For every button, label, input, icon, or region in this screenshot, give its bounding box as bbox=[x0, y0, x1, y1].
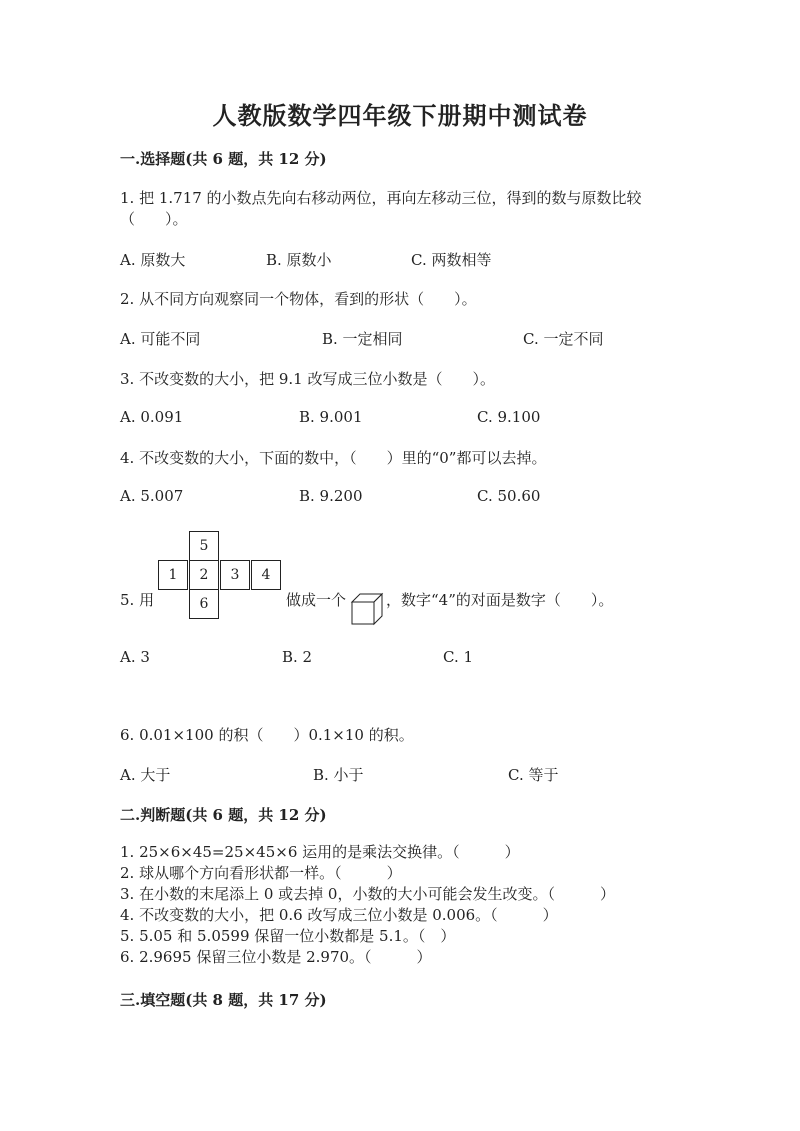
question-4-option-b: B. 9.200 bbox=[299, 487, 363, 505]
question-2-option-b: B. 一定相同 bbox=[322, 330, 403, 348]
section-heading-fill: 三.填空题(共 8 题，共 17 分) bbox=[120, 991, 327, 1009]
cube-icon bbox=[350, 592, 384, 626]
question-2-option-a: A. 可能不同 bbox=[120, 330, 201, 348]
net-cell-top: 5 bbox=[189, 531, 219, 561]
net-cell-bottom: 6 bbox=[189, 589, 219, 619]
question-3-option-c: C. 9.100 bbox=[477, 408, 541, 426]
judge-item: 3. 在小数的末尾添上 0 或去掉 0，小数的大小可能会发生改变。（ ） bbox=[120, 885, 615, 903]
question-2-option-c: C. 一定不同 bbox=[523, 330, 604, 348]
question-1-option-a: A. 原数大 bbox=[120, 251, 186, 269]
judge-item: 4. 不改变数的大小，把 0.6 改写成三位小数是 0.006。（ ） bbox=[120, 906, 558, 924]
section-heading-choice: 一.选择题(共 6 题，共 12 分) bbox=[120, 150, 327, 168]
question-1-option-b: B. 原数小 bbox=[266, 251, 332, 269]
question-1-text: 1. 把 1.717 的小数点先向右移动两位，再向左移动三位，得到的数与原数比较 bbox=[120, 189, 642, 207]
question-5-option-b: B. 2 bbox=[282, 648, 313, 666]
question-3-option-b: B. 9.001 bbox=[299, 408, 363, 426]
question-2-text: 2. 从不同方向观察同一个物体，看到的形状（ ）。 bbox=[120, 290, 477, 308]
question-4-option-a: A. 5.007 bbox=[120, 487, 184, 505]
question-5-option-a: A. 3 bbox=[120, 648, 150, 666]
judge-item: 1. 25×6×45=25×45×6 运用的是乘法交换律。（ ） bbox=[120, 843, 520, 861]
question-5-prefix: 5. 用 bbox=[120, 591, 155, 609]
page-title: 人教版数学四年级下册期中测试卷 bbox=[212, 101, 588, 130]
net-cell-center: 2 bbox=[189, 560, 219, 590]
section-heading-judge: 二.判断题(共 6 题，共 12 分) bbox=[120, 806, 327, 824]
net-cell-left: 1 bbox=[158, 560, 188, 590]
question-3-option-a: A. 0.091 bbox=[120, 408, 184, 426]
question-5-option-c: C. 1 bbox=[443, 648, 474, 666]
net-cell-right-1: 3 bbox=[220, 560, 250, 590]
question-4-text: 4. 不改变数的大小，下面的数中，（ ）里的“0”都可以去掉。 bbox=[120, 449, 547, 467]
question-5-middle: 做成一个 bbox=[286, 591, 347, 609]
judge-item: 2. 球从哪个方向看形状都一样。（ ） bbox=[120, 864, 402, 882]
question-6-option-b: B. 小于 bbox=[313, 766, 364, 784]
question-1-option-c: C. 两数相等 bbox=[411, 251, 492, 269]
question-4-option-c: C. 50.60 bbox=[477, 487, 541, 505]
net-cell-right-2: 4 bbox=[251, 560, 281, 590]
question-6-option-a: A. 大于 bbox=[120, 766, 171, 784]
judge-item: 6. 2.9695 保留三位小数是 2.970。（ ） bbox=[120, 948, 432, 966]
question-6-option-c: C. 等于 bbox=[508, 766, 559, 784]
question-1-blank: （ ）。 bbox=[120, 210, 188, 228]
question-5-suffix: ，数字“4”的对面是数字（ ）。 bbox=[386, 591, 614, 609]
question-6-text: 6. 0.01×100 的积（ ）0.1×10 的积。 bbox=[120, 726, 414, 744]
cube-net-figure bbox=[158, 531, 282, 624]
judge-item: 5. 5.05 和 5.0599 保留一位小数都是 5.1。（ ） bbox=[120, 927, 456, 945]
question-3-text: 3. 不改变数的大小，把 9.1 改写成三位小数是（ ）。 bbox=[120, 370, 495, 388]
